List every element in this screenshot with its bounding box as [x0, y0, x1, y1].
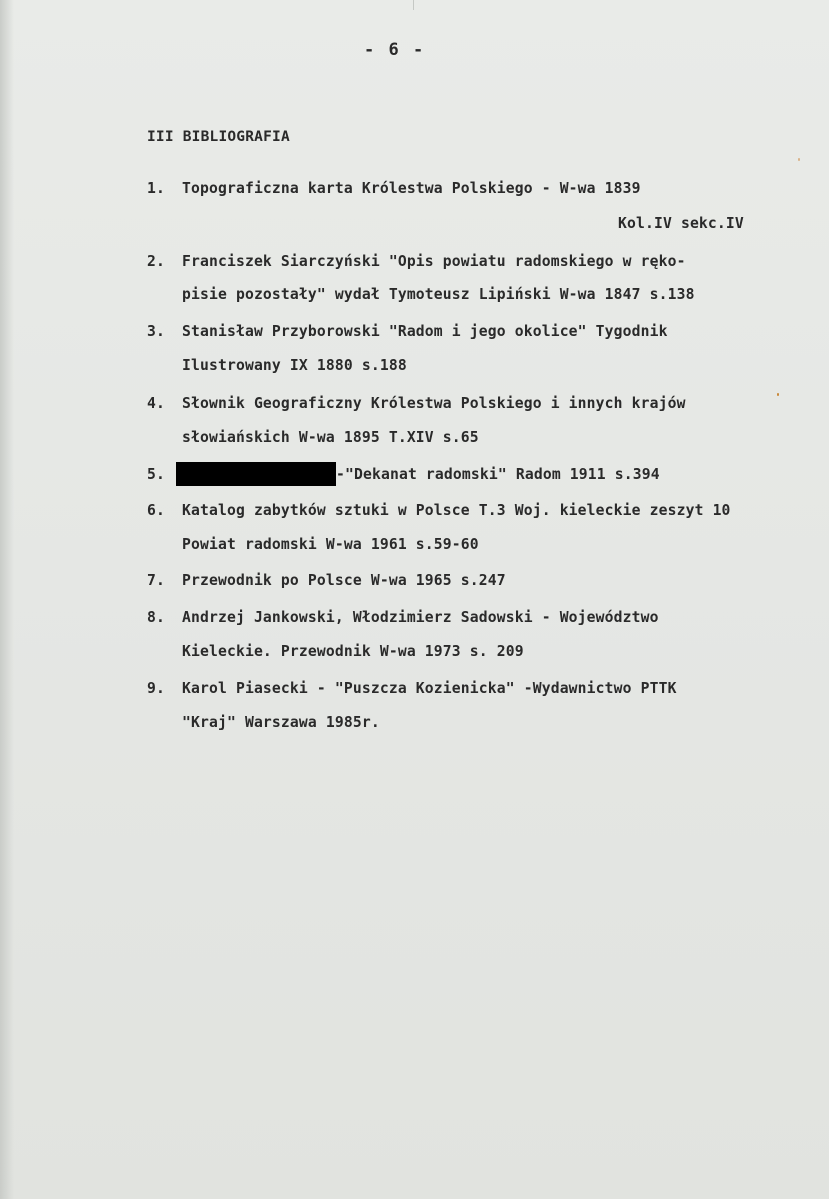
entry-9-number: 9.	[147, 680, 165, 697]
entry-9-line-1: Karol Piasecki - "Puszcza Kozienicka" -Wydawnictwo PTTK	[182, 680, 677, 697]
entry-4-line-1: Słownik Geograficzny Królestwa Polskiego i innych krajów	[182, 395, 686, 412]
entry-3-number: 3.	[147, 323, 165, 340]
entry-3-line-1: Stanisław Przyborowski "Radom i jego okolice" Tygodnik	[182, 323, 668, 340]
entry-5-text: -"Dekanat radomski" Radom 1911 s.394	[336, 466, 660, 483]
entry-8-number: 8.	[147, 609, 165, 626]
page-edge-shadow	[0, 0, 14, 1199]
entry-6-line-1: Katalog zabytków sztuki w Polsce T.3 Woj. kieleckie zeszyt 10	[182, 502, 731, 519]
entry-1-line-2: Kol.IV sekc.IV	[618, 215, 744, 232]
paper-speck	[777, 393, 779, 396]
fold-mark	[413, 0, 414, 10]
entry-5-number: 5.	[147, 466, 165, 483]
entry-1-number: 1.	[147, 180, 165, 197]
entry-1-line-1: Topograficzna karta Królestwa Polskiego - W-wa 1839	[182, 180, 641, 197]
entry-2-line-2: pisie pozostały" wydał Tymoteusz Lipiński W-wa 1847 s.138	[182, 286, 695, 303]
entry-2-number: 2.	[147, 253, 165, 270]
entry-8-line-1: Andrzej Jankowski, Włodzimierz Sadowski - Województwo	[182, 609, 659, 626]
entry-8-line-2: Kieleckie. Przewodnik W-wa 1973 s. 209	[182, 643, 524, 660]
entry-4-number: 4.	[147, 395, 165, 412]
entry-9-line-2: "Kraj" Warszawa 1985r.	[182, 714, 380, 731]
entry-3-line-2: Ilustrowany IX 1880 s.188	[182, 357, 407, 374]
page-number: - 6 -	[364, 40, 426, 60]
entry-6-number: 6.	[147, 502, 165, 519]
entry-7-number: 7.	[147, 572, 165, 589]
section-heading: III BIBLIOGRAFIA	[147, 129, 290, 145]
entry-5-line	[176, 462, 660, 486]
paper-speck	[798, 158, 800, 161]
entry-7-line-1: Przewodnik po Polsce W-wa 1965 s.247	[182, 572, 506, 589]
entry-6-line-2: Powiat radomski W-wa 1961 s.59-60	[182, 536, 479, 553]
entry-2-line-1: Franciszek Siarczyński "Opis powiatu radomskiego w ręko-	[182, 253, 686, 270]
redaction-bar	[176, 462, 336, 486]
entry-4-line-2: słowiańskich W-wa 1895 T.XIV s.65	[182, 429, 479, 446]
